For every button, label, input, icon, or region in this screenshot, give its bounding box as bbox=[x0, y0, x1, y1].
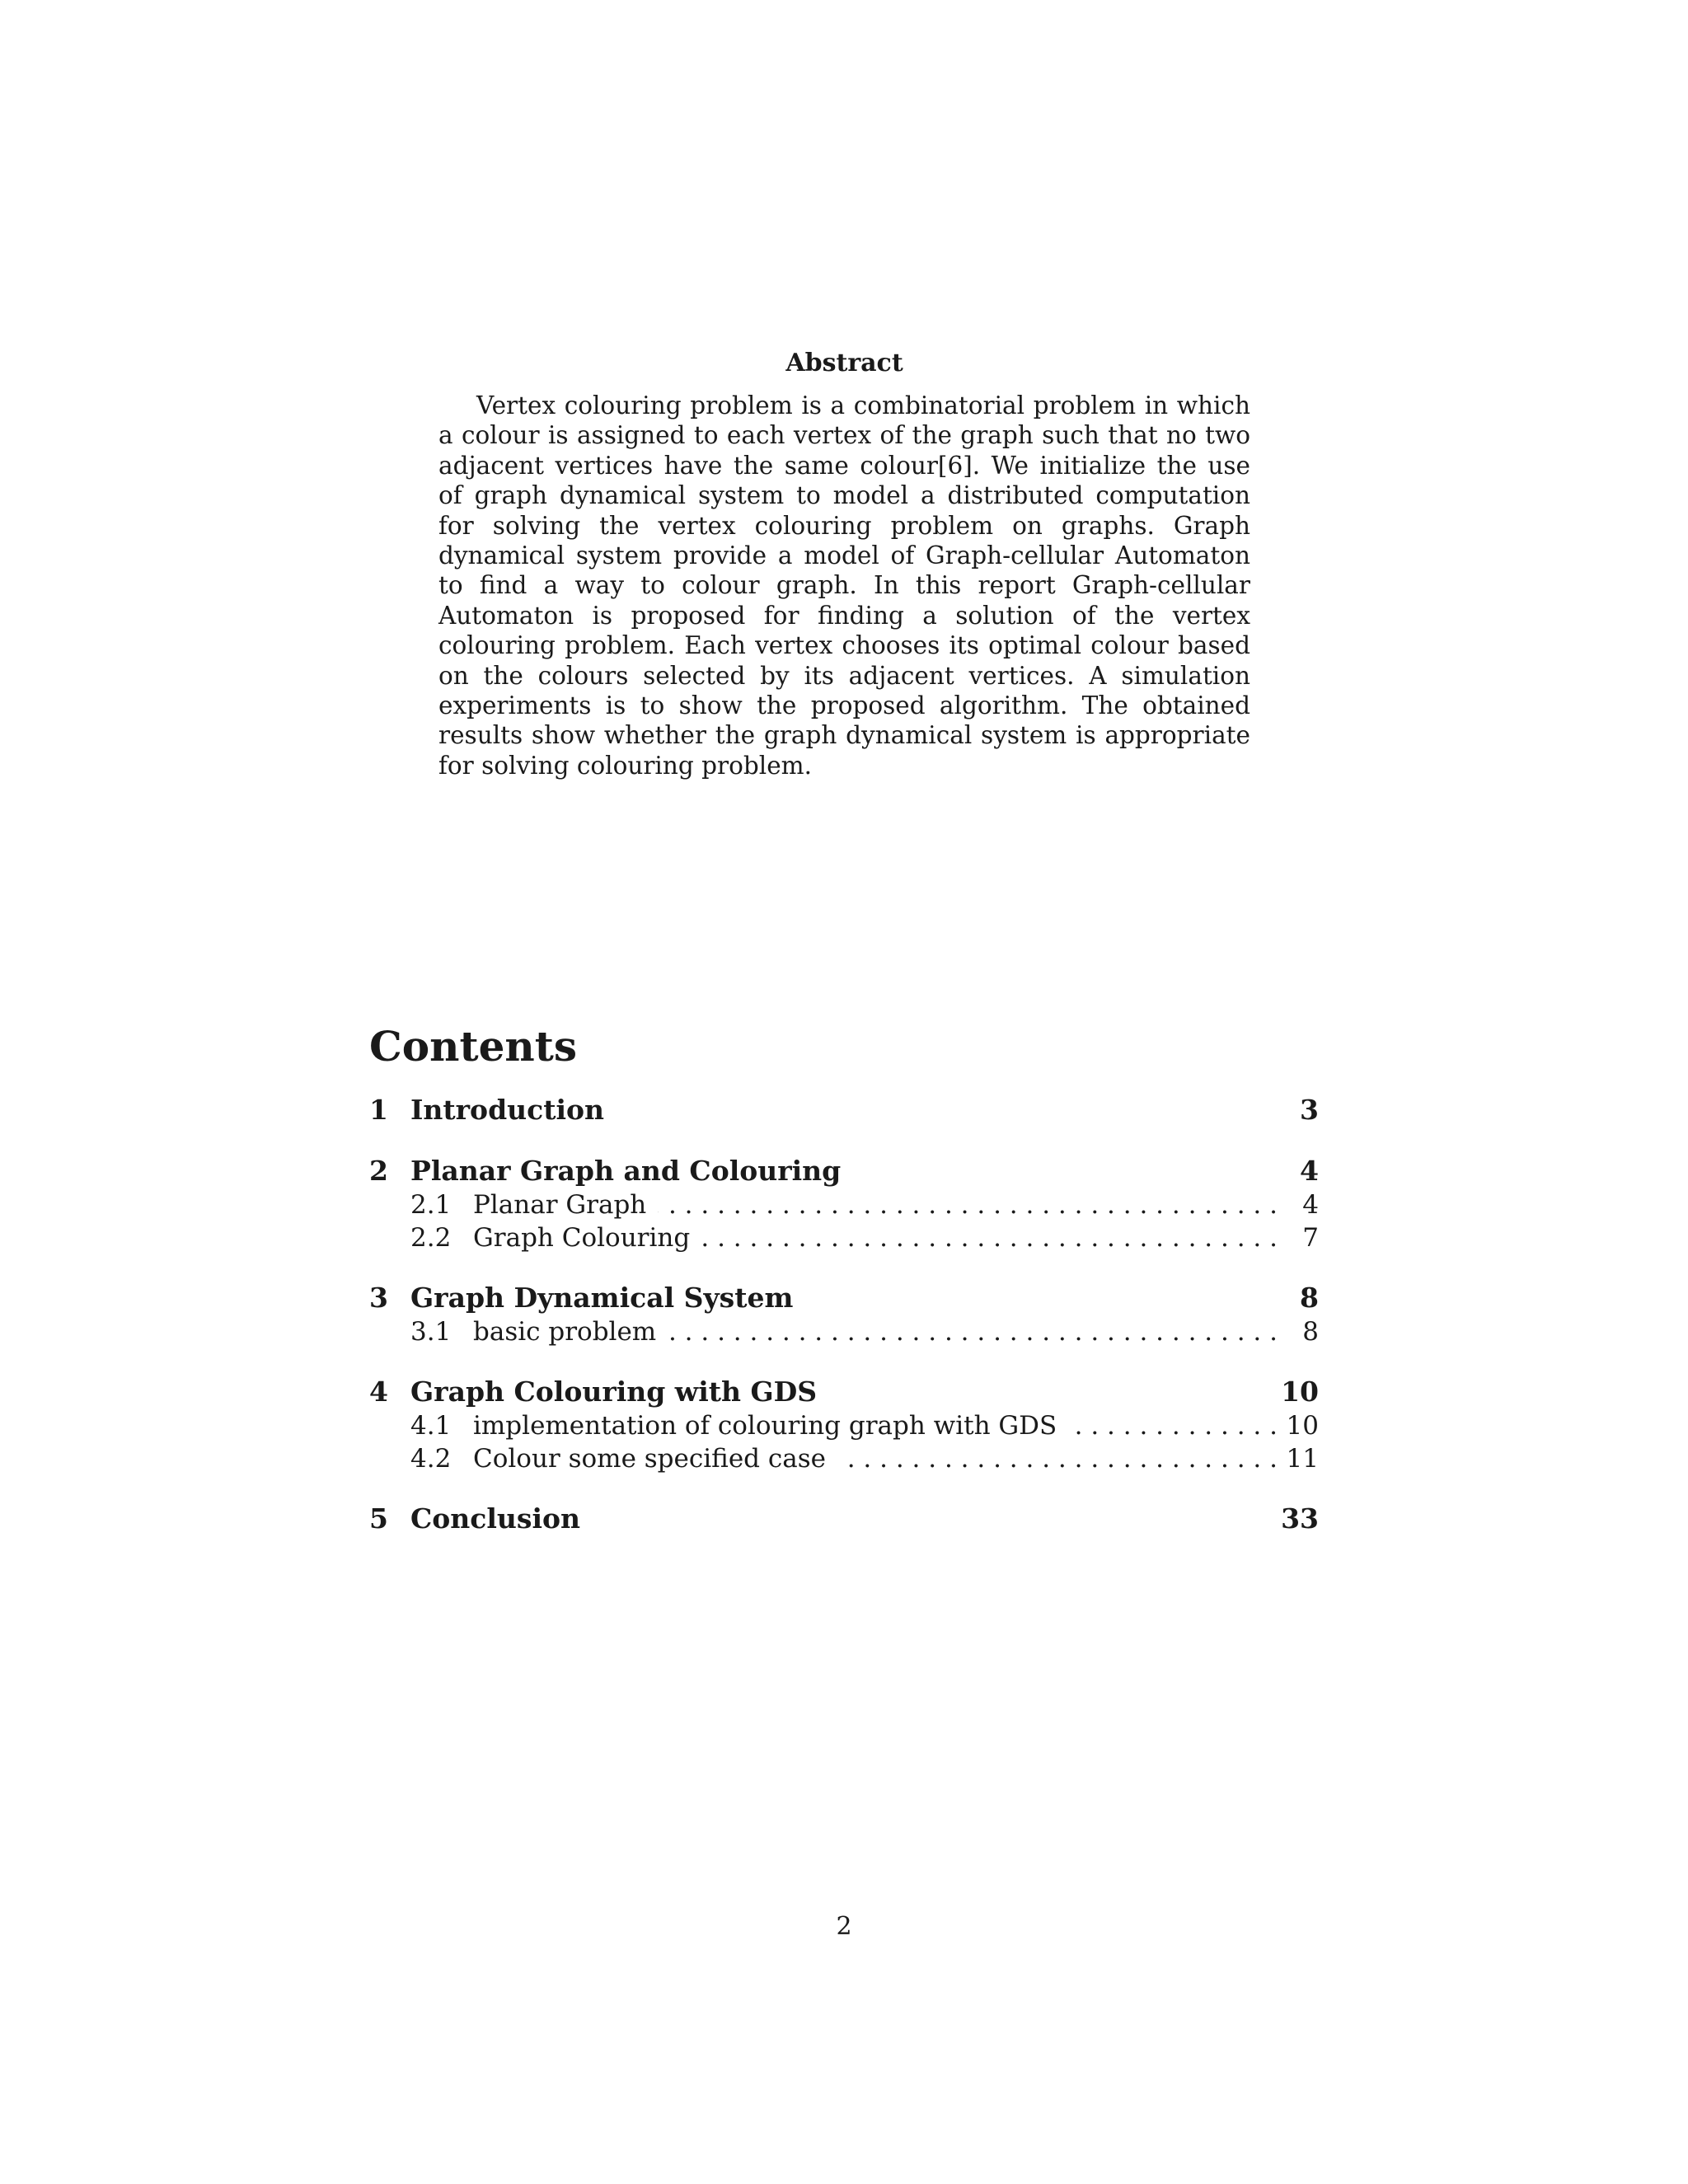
toc-subsection-number: 2.1 bbox=[410, 1190, 452, 1220]
toc-section-number: 3 bbox=[369, 1282, 388, 1314]
toc-entry-planar-graph-and-colouring[interactable] bbox=[369, 1154, 1319, 1188]
abstract-block bbox=[438, 344, 1250, 780]
toc-entry-conclusion[interactable] bbox=[369, 1502, 1319, 1536]
toc-entry-colour-some-specified-case[interactable] bbox=[369, 1442, 1319, 1475]
toc-subsection-number: 4.2 bbox=[410, 1444, 452, 1474]
toc-page-number: 8 bbox=[1302, 1317, 1319, 1347]
toc-section bbox=[369, 1281, 1319, 1348]
abstract-body: Vertex colouring problem is a combinatorial problem in which a colour is assigned to each vertex of the graph such that no two adjacent vertices have the same colour[6]. We initialize the use of graph dynamical system to model a distributed computation for solving the vertex colouring problem on graphs. Graph dynamical system provide a model of Graph-cellular Automaton to find a way to colour graph. In this report Graph-cellular Automaton is proposed for finding a solution of the vertex colouring problem. Each vertex chooses its optimal colour based on the colours selected by its adjacent vertices. A simulation experiments is to show the proposed algorithm. The obtained results show whether the graph dynamical system is appropriate for solving colouring problem. bbox=[438, 391, 1250, 780]
toc-leader-dots bbox=[1068, 1409, 1278, 1442]
toc-subsection-title: Planar Graph bbox=[473, 1190, 647, 1220]
abstract-title: Abstract bbox=[785, 349, 903, 377]
toc-subsection-title: Graph Colouring bbox=[473, 1223, 691, 1253]
toc-entry-planar-graph[interactable] bbox=[369, 1188, 1319, 1221]
toc-section-title: Introduction bbox=[410, 1094, 605, 1126]
toc-page-number: 4 bbox=[1302, 1190, 1319, 1220]
toc-subsection-title: basic problem bbox=[473, 1317, 657, 1347]
toc-entry-implementation[interactable] bbox=[369, 1409, 1319, 1442]
toc-leader-dots bbox=[658, 1188, 1278, 1221]
toc-section-number: 2 bbox=[369, 1155, 388, 1187]
toc-section-title: Graph Dynamical System bbox=[410, 1282, 794, 1314]
toc-entry-graph-colouring[interactable] bbox=[369, 1221, 1319, 1254]
toc-page-number: 8 bbox=[1300, 1282, 1319, 1314]
toc-leader-dots bbox=[701, 1221, 1278, 1254]
toc-entry-graph-dynamical-system[interactable] bbox=[369, 1281, 1319, 1315]
toc-page-number: 7 bbox=[1302, 1223, 1319, 1253]
toc-section bbox=[369, 1375, 1319, 1475]
toc-leader-dots bbox=[837, 1442, 1278, 1475]
toc-entry-introduction[interactable] bbox=[369, 1093, 1319, 1127]
toc-page-number: 10 bbox=[1286, 1411, 1319, 1441]
toc-subsection-title: Colour some specified case bbox=[473, 1444, 826, 1474]
toc-section bbox=[369, 1154, 1319, 1254]
toc-section-number: 4 bbox=[369, 1376, 388, 1408]
toc-entry-graph-colouring-with-gds[interactable] bbox=[369, 1375, 1319, 1409]
toc-section bbox=[369, 1093, 1319, 1127]
page-number: 2 bbox=[836, 1912, 852, 1941]
toc-page-number: 10 bbox=[1281, 1376, 1319, 1408]
toc-subsection-number: 2.2 bbox=[410, 1223, 452, 1253]
toc-section-number: 1 bbox=[369, 1094, 388, 1126]
toc-subsection-number: 3.1 bbox=[410, 1317, 452, 1347]
toc-page-number: 33 bbox=[1281, 1502, 1319, 1535]
toc-page-number: 3 bbox=[1300, 1094, 1319, 1126]
toc-section bbox=[369, 1502, 1319, 1536]
toc-page-number: 4 bbox=[1300, 1155, 1319, 1187]
table-of-contents bbox=[369, 1020, 1319, 1563]
toc-section-title: Planar Graph and Colouring bbox=[410, 1155, 842, 1187]
toc-section-title: Conclusion bbox=[410, 1502, 581, 1535]
toc-leader-dots bbox=[668, 1315, 1278, 1348]
contents-title: Contents bbox=[369, 1022, 578, 1071]
toc-section-title: Graph Colouring with GDS bbox=[410, 1376, 818, 1408]
toc-page-number: 11 bbox=[1286, 1444, 1319, 1474]
toc-subsection-title: implementation of colouring graph with GDS bbox=[473, 1411, 1057, 1441]
toc-subsection-number: 4.1 bbox=[410, 1411, 452, 1441]
toc-section-number: 5 bbox=[369, 1502, 388, 1535]
toc-entry-basic-problem[interactable] bbox=[369, 1315, 1319, 1348]
